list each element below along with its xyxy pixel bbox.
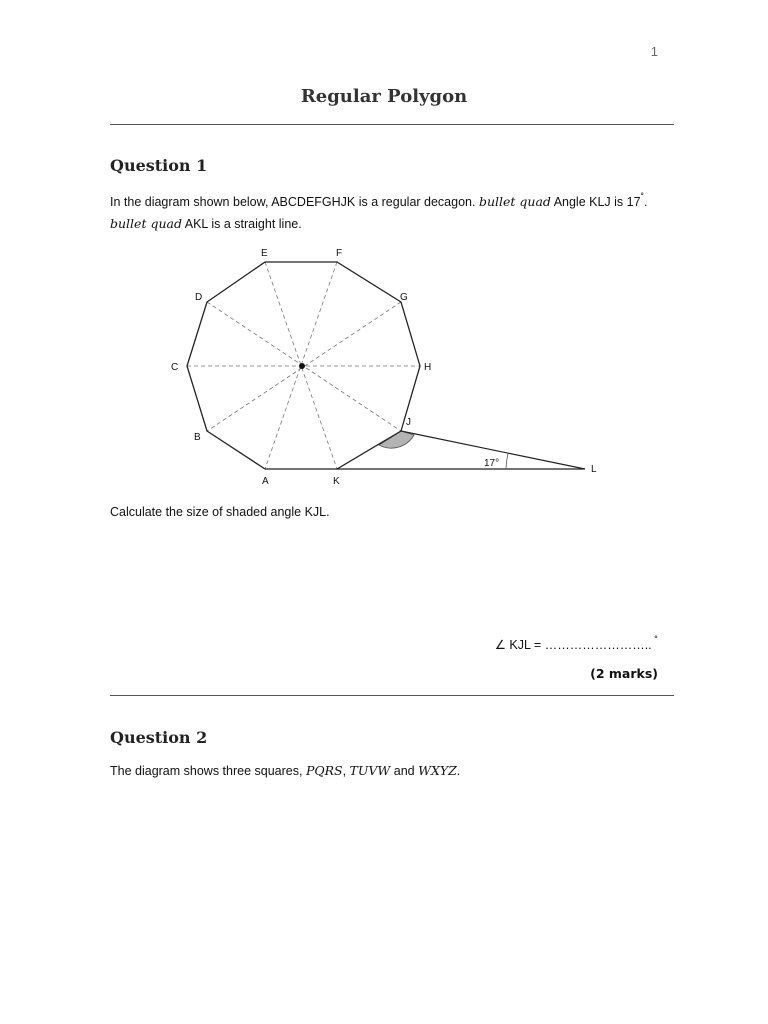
page-title: Regular Polygon [300,86,468,107]
question-1-prompt: Calculate the size of shaded angle KJL. [110,505,330,519]
intro-text-2: Angle KLJ is 17 [550,195,641,210]
label-k: K [333,476,340,487]
title-divider [110,124,674,125]
degree-symbol: ˚ [640,193,645,204]
label-f: F [336,248,343,259]
answer-degree: ˚ [651,636,658,647]
question-1-intro [110,188,670,235]
label-c: C [171,362,179,373]
question-divider [110,695,674,696]
label-l: L [591,464,597,475]
intro-text-3: AKL is a straight line. [181,217,302,232]
page-number: 1 [650,44,658,59]
square-tuvw: TUVW [349,763,391,778]
square-wxyz: WXYZ [418,763,457,778]
label-h: H [424,362,432,373]
q2-comma: , [342,764,350,778]
answer-prefix: ∠ KJL = [494,638,545,653]
label-j: J [406,417,411,428]
angle-arc-l [506,453,508,469]
marks-label: (2 marks) [590,666,658,681]
center-point [299,363,305,369]
label-g: G [400,292,408,303]
q2-end: . [456,764,461,778]
intro-period: . [644,195,648,210]
question-2-heading: Question 2 [110,728,208,747]
label-e: E [261,248,268,259]
q2-and: and [390,764,419,778]
intro-text-1: In the diagram shown below, ABCDEFGHJK is a regular decagon. [110,195,479,210]
decagon-diagram [165,240,605,490]
bullet-quad-2: bullet quad [110,216,182,232]
label-d: D [195,292,203,303]
question-1-heading: Question 1 [110,156,208,175]
q2-text-prefix: The diagram shows three squares, [110,764,306,778]
label-a: A [262,476,269,487]
label-b: B [194,432,201,443]
square-pqrs: PQRS [305,763,343,778]
question-2-text [110,760,670,782]
label-angle-17: 17° [484,458,500,469]
bullet-quad-1: bullet quad [478,194,551,210]
answer-dots[interactable]: …………………….. [544,638,652,653]
answer-line [495,636,658,652]
